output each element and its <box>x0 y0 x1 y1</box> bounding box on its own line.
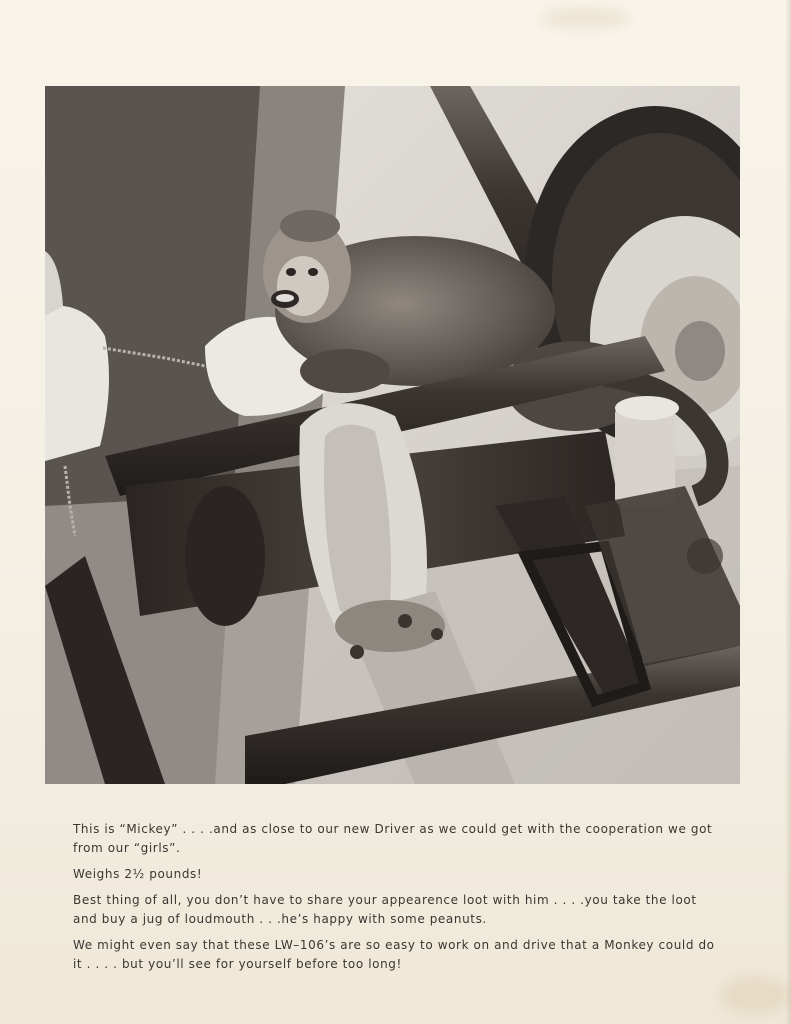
caption-paragraph-mickey: This is “Mickey” . . . .and as close to our new Driver as we could get with the cooperation we got from our “girls”. <box>73 822 713 855</box>
paper-stain <box>540 8 630 28</box>
monkey-on-chassis-photo <box>45 86 740 784</box>
caption-paragraph-monkey-could-do-it: We might even say that these LW–106’s are so easy to work on and drive that a Monkey could do it . . . . but you’ll see for yourself before too long! <box>73 938 715 971</box>
paper-stain <box>720 975 790 1015</box>
caption-text-block <box>73 820 723 981</box>
caption-paragraph-loot: Best thing of all, you don’t have to share your appearence loot with him . . . .you take the loot and buy a jug of loudmouth . . .he’s happy with some peanuts. <box>73 893 697 926</box>
paper-edge <box>785 0 791 1024</box>
caption-paragraph-weight: Weighs 2½ pounds! <box>73 867 203 881</box>
photo-illustration <box>45 86 740 784</box>
